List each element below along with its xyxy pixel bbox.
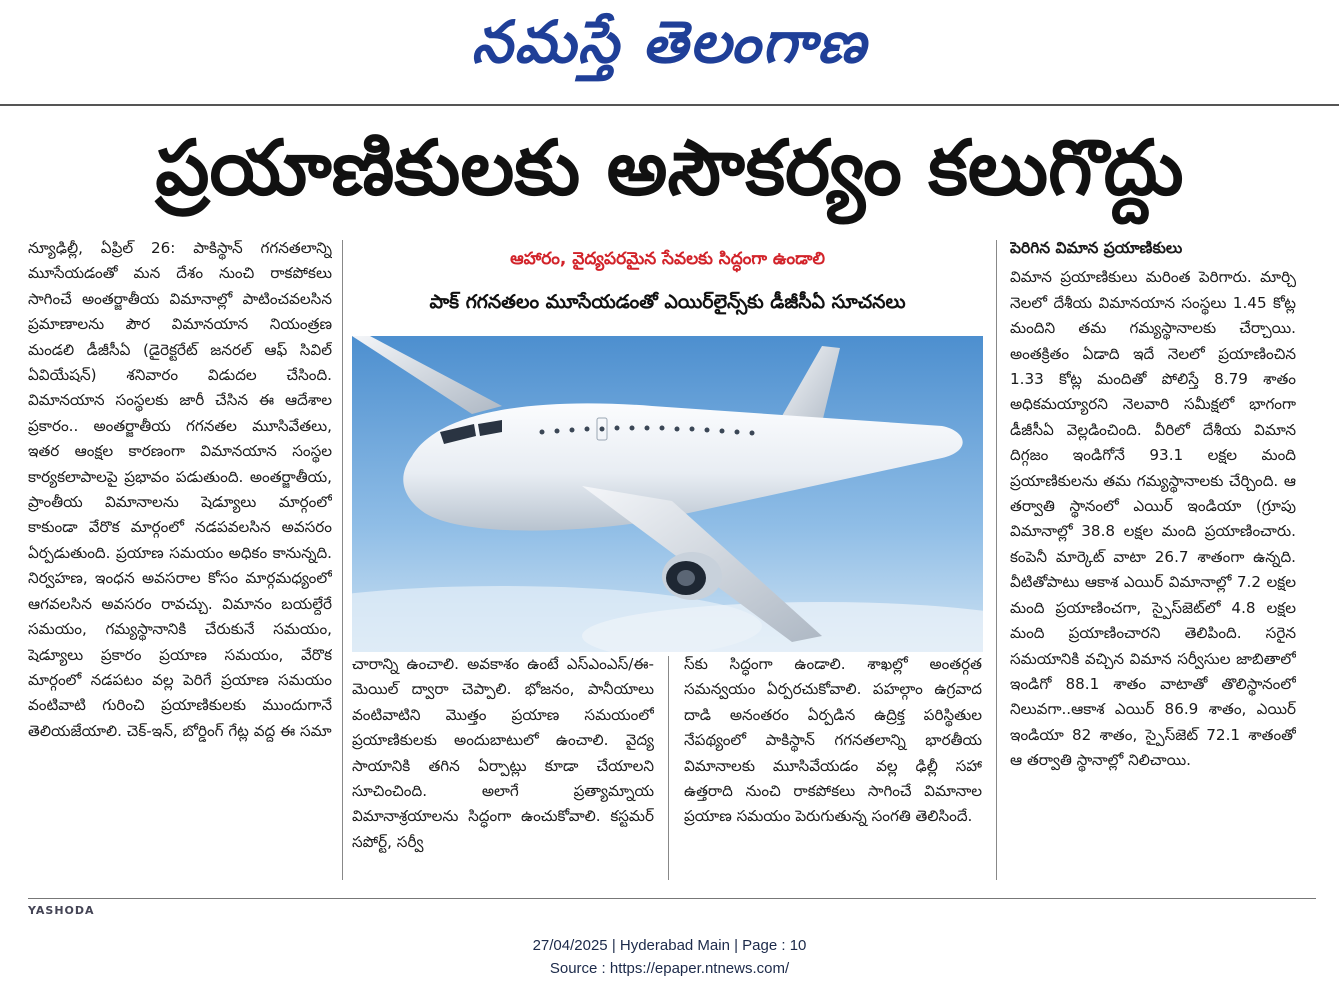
edition-info: 27/04/2025 | Hyderabad Main | Page : 10: [532, 937, 807, 954]
article-body-mid-1: చారాన్ని ఉంచాలి. అవకాశం ఉంటే ఎస్ఎంఎస్/ఈ-మెయిల్ ద్వారా చెప్పాలి. భోజనం, పానీయాలు వంటివాటిని మొత్తం ప్రయాణ సమయంలో ప్రయాణికులకు అందుబాటులో ఉంచాలి. వైద్య సాయానికి తగిన ఏర్పాట్లు కూడా చేయాలని సూచించింది. అలాగే ప్రత్యామ్నాయ విమానాశ్రయాలను సిద్ధంగా ఉంచుకోవాలి. కస్టమర్ సపోర్ట్, సర్వీ: [352, 655, 654, 851]
page-footer: [0, 934, 1339, 980]
article-deck: పాక్ గగనతలం మూసేయడంతో ఎయిర్‌లైన్స్‌కు డీజీసీఏ సూచనలు: [429, 291, 906, 313]
article-headline: ప్రయాణికులకు అసౌకర్యం కలుగొద్దు: [155, 123, 1184, 212]
airplane-photo: [352, 336, 983, 652]
sidebar-article: [1010, 236, 1296, 876]
article-column-left: [28, 236, 332, 884]
masthead-rule: [0, 104, 1339, 106]
article-kicker: ఆహారం, వైద్యపరమైన సేవలకు సిద్ధంగా ఉండాలి: [510, 249, 825, 269]
advertisement-strip: YASHODA: [28, 904, 95, 916]
newspaper-logo: నమస్తే తెలంగాణ: [471, 8, 868, 76]
article-body-mid-2: స్‌కు సిద్ధంగా ఉండాలి. శాఖల్లో అంతర్గత సమన్వయం ఏర్పరచుకోవాలి. పహల్గాం ఉగ్రవాద దాడి అనంతరం ఏర్పడిన ఉద్రిక్త పరిస్థితుల నేపథ్యంలో పాకిస్థాన్ గగనతలాన్ని భారతీయ విమానాలకు మూసివేయడం వల్ల ఢిల్లీ సహా ఉత్తరాది నుంచి రాకపోకలు సాగించే విమానాల ప్రయాణ సమయం పెరుగుతున్న సంగతి తెలిసిందే.: [684, 655, 982, 826]
column-divider: [668, 656, 669, 880]
article-column-mid-1: [352, 652, 654, 880]
column-divider: [342, 240, 343, 880]
page-bottom-rule: [28, 898, 1316, 899]
source-link[interactable]: Source : https://epaper.ntnews.com/: [549, 960, 790, 977]
article-body-left: న్యూఢిల్లీ, ఏప్రిల్ 26: పాకిస్థాన్ గగనతలాన్ని మూసేయడంతో మన దేశం నుంచి రాకపోకలు సాగించే అంతర్జాతీయ విమానాల్లో పాటించవలసిన ప్రమాణాలను పౌర విమానయాన నియంత్రణ మండలి డీజీసీఏ (డైరెక్టరేట్ జనరల్ ఆఫ్ సివిల్ ఏవియేషన్) శనివారం విడుదల చేసింది. విమానయాన సంస్థలకు జారీ చేసిన ఈ ఆదేశాల ప్రకారం.. అంతర్జాతీయ గగనతల మూసివేతలు, ఇతర ఆంక్షల కారణంగా విమానయాన సంస్థల కార్యకలాపాలపై ప్రభావం పడుతుంది. అంతర్జాతీయ, ప్రాంతీయ విమానాలను షెడ్యూలు మార్గంలో కాకుండా వేరొక మార్గంలో నడపవలసిన అవసరం ఏర్పడుతుంది. ప్రయాణ సమయం అధికం కానున్నది. నిర్వహణ, ఇంధన అవసరాల కోసం మార్గమధ్యంలో ఆగవలసిన అవసరం రావచ్చు. విమానం బయల్దేరే సమయం, గమ్యస్థానానికి చేరుకునే సమయం, షెడ్యూలు ప్రకారం ప్రయాణ సమయం, వేరొక మార్గంలో నడపటం వల్ల పెరిగే ప్రయాణ సమయం వంటివాటి గురించి ప్రయాణికులకు ముందుగానే తెలియజేయాలి. చెక్-ఇన్, బోర్డింగ్ గేట్ల వద్ద ఈ సమా: [28, 239, 332, 740]
masthead: [0, 0, 1339, 98]
sidebar-subhead: పెరిగిన విమాన ప్రయాణికులు: [1010, 239, 1183, 257]
column-divider: [996, 240, 997, 880]
article-column-mid-2: [684, 652, 982, 880]
sidebar-body: విమాన ప్రయాణికులు మరింత పెరిగారు. మార్చి నెలలో దేశీయ విమానయాన సంస్థలు 1.45 కోట్ల మందిని తమ గమ్యస్థానాలకు చేర్చాయి. అంతక్రితం ఏడాది ఇదే నెలలో ప్రయాణించిన 1.33 కోట్ల మందితో పోలిస్తే 8.79 శాతం అధికమయ్యారని నెలవారి సమీక్షలో భాగంగా డీజీసీఏ వెల్లడించింది. వీరిలో దేశీయ విమాన దిగ్గజం ఇండిగోనే 93.1 లక్షల మంది ప్రయాణికులను తమ గమ్యస్థానాలకు చేర్చింది. ఆ తర్వాతి స్థానంలో ఎయిర్ ఇండియా (గ్రూపు విమానాల్లో 38.8 లక్షల మంది ప్రయాణించారు. కంపెనీ మార్కెట్ వాటా 26.7 శాతంగా ఉన్నది. వీటితోపాటు ఆకాశ ఎయిర్ విమానాల్లో 7.2 లక్షల మంది ప్రయాణించగా, స్పైస్‌జెట్‌లో 4.8 లక్షల మంది ప్రయాణించారని తెలిపింది. సరైన సమయానికి వచ్చిన విమాన సర్వీసుల జాబితాలో ఇండిగో 88.1 శాతం వాటాతో తొలిస్థానంలో నిలువగా..ఆకాశ ఎయిర్ 86.9 శాతం, ఎయిర్ ఇండియా 82 శాతం, స్పైస్‌జెట్ 72.1 శాతంతో ఆ తర్వాతి స్థానాల్లో నిలిచాయి.: [1010, 268, 1296, 770]
airplane-image: [352, 336, 983, 652]
